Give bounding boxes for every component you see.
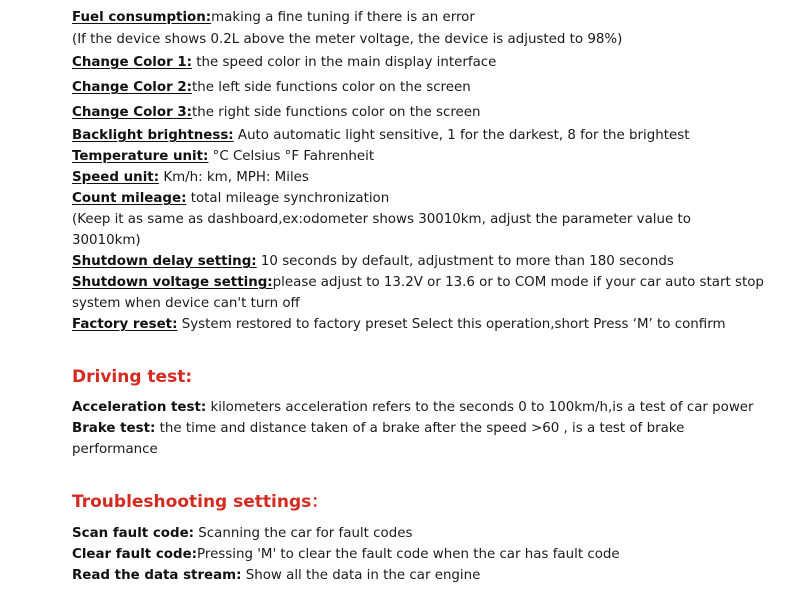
setting-term: Change Color 1: xyxy=(72,55,193,70)
test-text: kilometers acceleration refers to the seconds 0 to 100km/h,is a test of car power xyxy=(206,400,754,415)
setting-term: Count mileage: xyxy=(72,191,187,206)
brake-test-cont xyxy=(72,441,158,459)
setting-shutdown-voltage-cont xyxy=(72,295,300,313)
setting-text: system when device can't turn off xyxy=(72,296,300,311)
setting-temperature-unit xyxy=(72,148,374,166)
setting-text: 30010km) xyxy=(72,233,141,248)
setting-text: °C Celsius °F Fahrenheit xyxy=(208,149,375,164)
acceleration-test xyxy=(72,399,754,417)
test-term: Brake test: xyxy=(72,421,156,436)
setting-fuel-consumption xyxy=(72,9,475,27)
trouble-text: Scanning the car for fault codes xyxy=(194,526,413,541)
test-term: Acceleration test: xyxy=(72,400,207,415)
setting-text: the right side functions color on the screen xyxy=(192,105,481,120)
setting-term: Factory reset: xyxy=(72,317,178,332)
setting-count-mileage-note xyxy=(72,211,691,229)
setting-term: Shutdown delay setting: xyxy=(72,254,257,269)
setting-backlight-brightness xyxy=(72,127,689,145)
test-text: performance xyxy=(72,442,158,457)
setting-text: (Keep it as same as dashboard,ex:odometer shows 30010km, adjust the parameter value to xyxy=(72,212,691,227)
setting-text: 10 seconds by default, adjustment to more than 180 seconds xyxy=(256,254,674,269)
setting-term: Backlight brightness: xyxy=(72,128,234,143)
test-text: the time and distance taken of a brake after the speed >60 , is a test of brake xyxy=(155,421,685,436)
driving-test-heading: Driving test: xyxy=(72,367,193,387)
setting-change-color-1 xyxy=(72,54,496,72)
setting-text: Km/h: km, MPH: Miles xyxy=(159,170,309,185)
setting-shutdown-delay xyxy=(72,253,674,271)
trouble-term: Scan fault code: xyxy=(72,526,195,541)
setting-term: Fuel consumption: xyxy=(72,10,212,25)
setting-term: Speed unit: xyxy=(72,170,160,185)
setting-text: total mileage synchronization xyxy=(186,191,390,206)
setting-term: Change Color 2: xyxy=(72,80,193,95)
setting-term: Change Color 3: xyxy=(72,105,193,120)
clear-fault-code xyxy=(72,546,620,564)
setting-text: the speed color in the main display interface xyxy=(192,55,497,70)
trouble-term: Read the data stream: xyxy=(72,568,242,583)
setting-text: making a fine tuning if there is an error xyxy=(211,10,475,25)
setting-change-color-2 xyxy=(72,79,471,97)
setting-text: System restored to factory preset Select this operation,short Press ‘M’ to confirm xyxy=(177,317,726,332)
trouble-text: Show all the data in the car engine xyxy=(241,568,481,583)
setting-count-mileage xyxy=(72,190,389,208)
brake-test xyxy=(72,420,684,438)
setting-change-color-3 xyxy=(72,104,481,122)
trouble-text: Pressing 'M' to clear the fault code when the car has fault code xyxy=(197,547,620,562)
setting-text: Auto automatic light sensitive, 1 for the darkest, 8 for the brightest xyxy=(233,128,690,143)
setting-factory-reset xyxy=(72,316,726,334)
setting-speed-unit xyxy=(72,169,309,187)
setting-term: Shutdown voltage setting: xyxy=(72,275,273,290)
setting-text: the left side functions color on the screen xyxy=(192,80,471,95)
setting-fuel-consumption-note xyxy=(72,31,622,49)
troubleshooting-heading: Troubleshooting settings： xyxy=(72,492,329,512)
setting-shutdown-voltage xyxy=(72,274,764,292)
scan-fault-code xyxy=(72,525,412,543)
setting-count-mileage-note-cont xyxy=(72,232,141,250)
setting-term: Temperature unit: xyxy=(72,149,209,164)
trouble-term: Clear fault code: xyxy=(72,547,198,562)
read-data-stream xyxy=(72,567,480,585)
setting-text: please adjust to 13.2V or 13.6 or to COM mode if your car auto start stop xyxy=(272,275,764,290)
setting-text: (If the device shows 0.2L above the meter voltage, the device is adjusted to 98%) xyxy=(72,32,623,47)
